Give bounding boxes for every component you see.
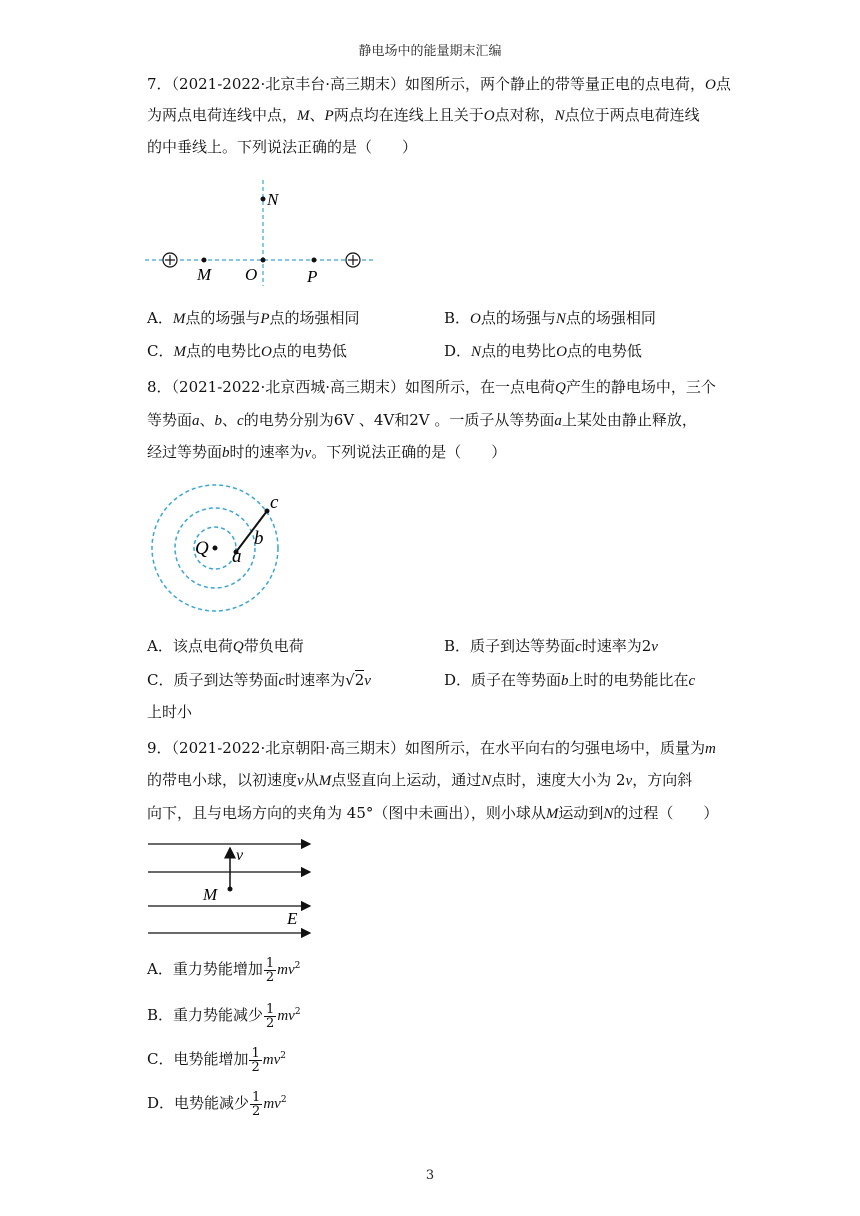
q8-option-b[interactable]: B．质子到达等势面c时速率为2v — [444, 637, 658, 655]
q8-option-c[interactable]: C．质子到达等势面c时速率为√2v — [147, 671, 371, 689]
q8-stem-line2: 等势面a、b、c的电势分别为6V 、4V和2V 。一质子从等势面a上某处由静止释放， — [147, 411, 697, 429]
q8-stem-line3: 经过等势面b时的速率为v。下列说法正确的是（ ） — [147, 443, 507, 461]
q7-option-c[interactable]: C．M点的电势比O点的电势低 — [147, 342, 347, 360]
q7-stem-line1: 7．（2021-2022·北京丰台·高三期末）如图所示，两个静止的带等量正电的点电荷，O点 — [147, 75, 731, 93]
q9-label-v: v — [236, 847, 244, 864]
q9-option-b[interactable]: B．重力势能减少 $\frac{1}{2}$ $mv^2$ — [147, 1001, 301, 1031]
q9-stem-line1: 9．（2021-2022·北京朝阳·高三期末）如图所示，在水平向右的匀强电场中，质量为m — [147, 739, 716, 757]
q9-option-c[interactable]: C．电势能增加 $\frac{1}{2}$ $mv^2$ — [147, 1045, 286, 1075]
q7-option-b[interactable]: B．O点的场强与N点的场强相同 — [444, 309, 656, 327]
page-header: 静电场中的能量期末汇编 — [358, 44, 502, 59]
q9-label-E: E — [287, 909, 298, 928]
q8-label-Q: Q — [195, 538, 209, 559]
q9-stem-line2: 的带电小球，以初速度v从M点竖直向上运动，通过N点时，速度大小为 2v，方向斜 — [147, 771, 693, 789]
q9-stem-line3: 向下，且与电场方向的夹角为 45°（图中未画出），则小球从M运动到N的过程（ ） — [147, 804, 719, 822]
page-number: 3 — [425, 1168, 435, 1183]
q8-option-a[interactable]: A．该点电荷Q带负电荷 — [147, 637, 304, 655]
q7-label-O: O — [245, 265, 258, 284]
q7-stem-line3: 的中垂线上。下列说法正确的是（ ） — [147, 138, 418, 156]
q7-label-M: M — [197, 265, 212, 284]
q8-option-d[interactable]: D．质子在等势面b上时的电势能比在c — [444, 671, 696, 689]
q8-option-d-continued: 上时小 — [147, 703, 193, 721]
q9-figure — [146, 836, 316, 941]
q8-label-c: c — [270, 492, 279, 513]
q7-label-P: P — [307, 267, 318, 286]
q9-label-M: M — [203, 885, 218, 904]
q7-stem-line2: 为两点电荷连线中点，M、P两点均在连线上且关于O点对称，N点位于两点电荷连线 — [147, 106, 700, 124]
q7-option-a[interactable]: A．M点的场强与P点的场强相同 — [147, 309, 360, 327]
q9-option-d[interactable]: D．电势能减少 $\frac{1}{2}$ $mv^2$ — [147, 1089, 287, 1119]
q8-label-a: a — [232, 546, 242, 567]
q7-label-N: N — [267, 190, 279, 209]
q8-stem-line1: 8．（2021-2022·北京西城·高三期末）如图所示，在一点电荷Q产生的静电场中，三个 — [147, 378, 716, 396]
q9-option-a[interactable]: A．重力势能增加 $\frac{1}{2}$ $mv^2$ — [147, 955, 301, 985]
q7-figure — [145, 178, 380, 288]
q8-label-b: b — [254, 528, 264, 549]
q8-figure — [146, 484, 291, 614]
q7-option-d[interactable]: D．N点的电势比O点的电势低 — [444, 342, 642, 360]
